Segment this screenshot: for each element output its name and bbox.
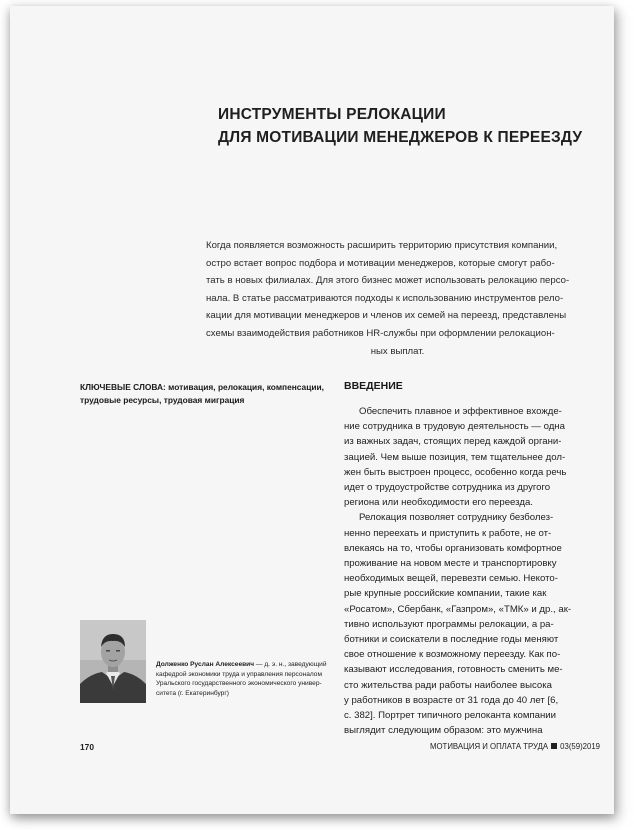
abstract-line: ных выплат. bbox=[370, 345, 425, 357]
body-text bbox=[344, 404, 594, 738]
body-line: проживание на новом месте и транспортировку bbox=[344, 558, 557, 570]
abstract-line: кации для мотивации менеджеров и членов их семей на переезд, представлены bbox=[206, 310, 567, 322]
body-line: выглядит следующим образом: это мужчина bbox=[344, 725, 543, 737]
author-photo bbox=[80, 620, 146, 703]
body-line: зацией. Чем выше позиция, тем тщательнее дол- bbox=[344, 451, 566, 463]
article-title-line-2: ДЛЯ МОТИВАЦИИ МЕНЕДЖЕРОВ К ПЕРЕЕЗДУ bbox=[218, 129, 583, 146]
body-line: тивно используют программы релокации, а ра- bbox=[344, 618, 554, 630]
keywords-text: мотивация, релокация, компенсации, трудовые ресурсы, трудовая миграция bbox=[80, 382, 324, 405]
body-line: ненно переехать и приступить к работе, не от- bbox=[344, 527, 552, 539]
body-line: сто жительства ради работы наиболее высока bbox=[344, 679, 553, 691]
journal-footer bbox=[430, 742, 600, 751]
body-line: идет о трудоустройстве сотрудника из другого bbox=[344, 482, 551, 494]
abstract-line: схемы взаимодействия работников HR-службы при оформлении релокацион- bbox=[206, 327, 555, 339]
body-line: «Росатом», Сбербанк, «Газпром», «ТМК» и др., ак- bbox=[344, 603, 572, 615]
abstract-line: остро встает вопрос подбора и мотивации менеджеров, которые смогут рабо- bbox=[206, 257, 555, 269]
keywords bbox=[80, 381, 325, 406]
abstract-line: Когда появляется возможность расширить территорию присутствия компании, bbox=[206, 240, 558, 251]
body-line: ботники и соискатели в последние годы меняют bbox=[344, 634, 559, 646]
body-line: необходимых вещей, перевезти семью. Некото- bbox=[344, 573, 558, 585]
body-line: свое отношение к возможному переезду. Как по- bbox=[344, 649, 561, 661]
author-name: Долженко Руслан Алексеевич bbox=[156, 661, 255, 668]
body-line: влекаясь на то, чтобы организовать комфортное bbox=[344, 542, 562, 554]
journal-issue: 03(59)2019 bbox=[560, 742, 601, 751]
body-line: Обеспечить плавное и эффективное вхожде- bbox=[359, 406, 562, 417]
body-line: региона или необходимости его переезда. bbox=[344, 497, 533, 509]
author-portrait-image bbox=[80, 620, 146, 703]
body-line: казывают исследования, готовность сменить ме- bbox=[344, 664, 563, 676]
body-line: из важных задач, стоящих перед каждой органи- bbox=[344, 436, 562, 448]
body-line: рые крупные российские компании, такие как bbox=[344, 588, 547, 600]
author-description: — д. э. н., заведующий кафедрой экономики труда и управления персоналом Уральского государственного экономического универ-ситета (г. Екатеринбург) bbox=[156, 661, 327, 697]
abstract bbox=[206, 237, 589, 360]
body-line: ние сотрудника в трудовую деятельность — одна bbox=[344, 421, 565, 433]
article-title-line-1: ИНСТРУМЕНТЫ РЕЛОКАЦИИ bbox=[218, 106, 446, 123]
section-heading: ВВЕДЕНИЕ bbox=[344, 380, 403, 392]
author-info bbox=[156, 660, 331, 698]
body-line: у работников в возрасте от 31 года до 40 лет [6, bbox=[344, 694, 559, 706]
page-number: 170 bbox=[80, 742, 94, 752]
journal-name: МОТИВАЦИЯ И ОПЛАТА ТРУДА bbox=[430, 742, 549, 751]
body-line: с. 382]. Портрет типичного релоканта компании bbox=[344, 710, 557, 722]
abstract-line: нала. В статье рассматриваются подходы к использованию инструментов рело- bbox=[206, 292, 564, 304]
body-line: Релокация позволяет сотруднику безболез- bbox=[359, 512, 554, 524]
square-bullet-icon bbox=[551, 743, 557, 749]
keywords-label: КЛЮЧЕВЫЕ СЛОВА: bbox=[80, 382, 166, 392]
body-line: жен быть выстроен процесс, особенно когда речь bbox=[344, 466, 567, 478]
article-title bbox=[218, 103, 582, 149]
abstract-line: тать в новых филиалах. Для этого бизнес может использовать релокацию персо- bbox=[206, 275, 570, 287]
